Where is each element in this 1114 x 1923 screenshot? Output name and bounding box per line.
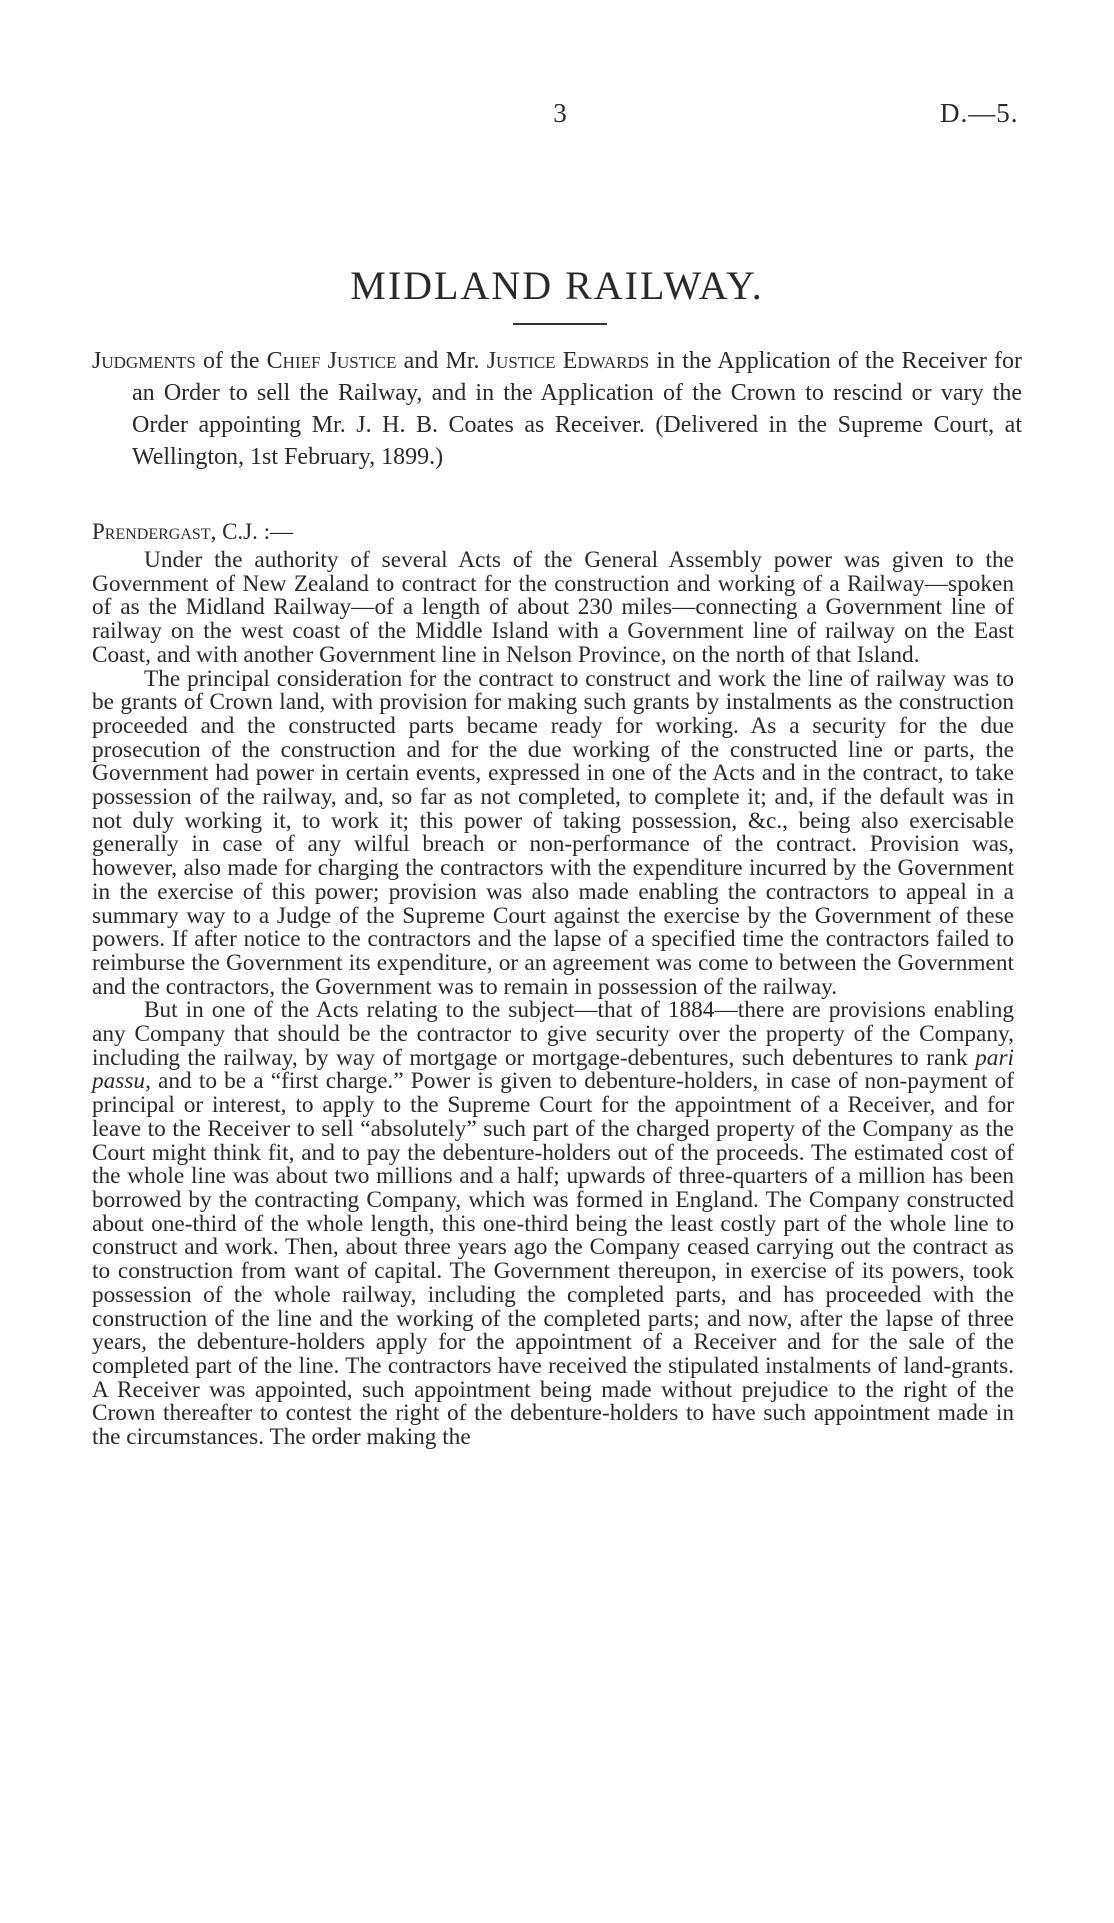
heading-justice-edwards: Justice Edwards — [486, 348, 650, 374]
heading-and-mr: and Mr. — [396, 348, 487, 374]
judgment-body — [92, 549, 1014, 1450]
heading-rest: in the Application of the Receiver for an Order to sell the Railway, and in the Application of the Crown to rescind or vary the Order appointing Mr. J. H. B. Coates as Receiver. (Delivered in the Supreme Court, at Wellington, 1st February, 1899.) — [132, 348, 1023, 470]
paragraph-3 — [92, 999, 1014, 1449]
heading-judgments: Judgments — [92, 348, 196, 374]
heading-of-the: of the — [195, 348, 267, 374]
speaker-name: Prendergast — [92, 519, 211, 544]
paragraph-2: The principal consideration for the contract to construct and work the line of railway was to be grants of Crown land, with provision for making such grants by instalments as the construction proceeded and the constructed parts became ready for working. As a security for the due prosecution of the construction and for the due working of the constructed line or parts, the Government had power in certain events, expressed in one of the Acts and in the contract, to take possession of the railway, and, so far as not completed, to complete it; and, if the default was in not duly working it, to work it; this power of taking possession, &c., being also exercisable generally in case of any wilful breach or non-performance of the contract. Provision was, however, also made for charging the contractors with the expenditure incurred by the Government in the exercise of this power; provision was also made enabling the contractors to appeal in a summary way to a Judge of the Supreme Court against the exercise by the Government of these powers. If after notice to the contractors and the lapse of a specified time the contractors failed to reimburse the Government its expenditure, or an agreement was come to between the Government and the contractors, the Government was to remain in possession of the railway. — [92, 665, 1014, 1000]
paragraph-3-part-a: But in one of the Acts relating to the subject—that of 1884—there are provisions enabling any Company that should be the contractor to give security over the property of the Company, including the railway, by way of mortgage or mortgage-debentures, such debentures to rank — [92, 997, 1014, 1071]
heading-chief-justice: Chief Justice — [266, 348, 397, 374]
page-number: 3 — [553, 98, 567, 128]
page-title: MIDLAND RAILWAY. — [350, 263, 764, 308]
speaker-suffix: , C.J. :— — [210, 519, 294, 544]
paragraph-3-part-b: , and to be a “first charge.” Power is given to debenture-holders, in case of non-payment of principal or interest, to apply to the Supreme Court for the appointment of a Receiver, and for leave to the Receiver to sell “absolutely” such part of the charged property of the Company as the Court might think fit, and to pay the debenture-holders out of the proceeds. The estimated cost of the whole line was about two millions and a half; upwards of three-quarters of a million has been borrowed by the contracting Company, which was formed in England. The Company constructed about one-third of the whole length, this one-third being the least costly part of the whole line to construct and work. Then, about three years ago the Company ceased carrying out the contract as to construction from want of capital. The Government thereupon, in exercise of its powers, took possession of the whole railway, including the completed parts, and has proceeded with the construction of the line and the working of the completed parts; and now, after the lapse of three years, the debenture-holders apply for the appointment of a Receiver and for the sale of the completed part of the line. The contractors have received the stipulated instalments of land-grants. A Receiver was appointed, such appointment being made without prejudice to the right of the Crown thereafter to contest the right of the debenture-holders to have such appointment made in the circumstances. The order making the — [92, 1068, 1014, 1451]
paragraph-1: Under the authority of several Acts of the General Assembly power was given to the Government of New Zealand to contract for the construction and working of a Railway—spoken of as the Midland Railway—of a length of about 230 miles—connecting a Government line of railway on the west coast of the Middle Island with a Government line of railway on the East Coast, and with another Government line in Nelson Province, on the north of that Island. — [92, 547, 1014, 668]
title-divider — [513, 323, 607, 325]
judgment-heading — [92, 345, 1022, 473]
paragraph-3-italic: pari passu — [92, 1044, 1014, 1095]
speaker-line — [92, 519, 293, 545]
document-reference: D.—5. — [940, 98, 1019, 128]
